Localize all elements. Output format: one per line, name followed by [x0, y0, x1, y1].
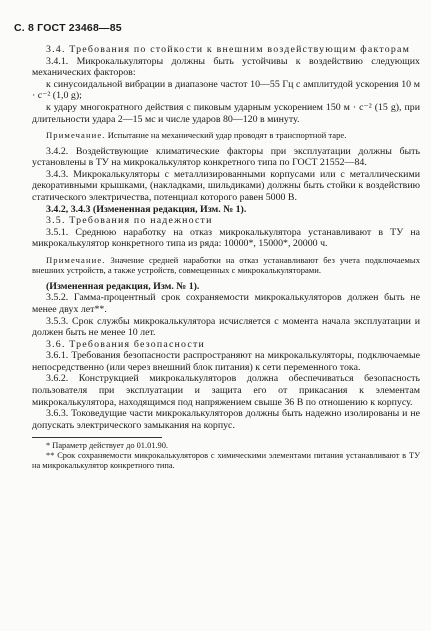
- para-3-4-2: 3.4.2. Воздействующие климатические факторы при эксплуатации должны быть установлены в ТУ на микрокалькулятор конкретного типа по ГОСТ 21552—84.: [32, 145, 420, 169]
- para-3-6-1: 3.6.1. Требования безопасности распространяют на микрокалькуляторы, подключаемые непосредственно (или через внешний блок питания) к сети переменного тока.: [32, 350, 420, 373]
- footnote-1: * Параметр действует до 01.01.90.: [46, 441, 169, 451]
- note-label: Примечание.: [46, 254, 106, 265]
- para-3-4-1-intro: 3.4.1. Микрокалькуляторы должны быть устойчивы к воздействию следующих механических факторов:: [32, 55, 420, 79]
- para-3-5-1: 3.5.1. Среднюю наработку на отказ микрокалькулятора устанавливают в ТУ на микрокалькулятор конкретного типа из ряда: 10000*, 15000*, 20000 ч.: [32, 226, 420, 250]
- note-text: Испытание на механический удар проводят в транспортной таре.: [105, 130, 347, 141]
- section-3-4-title: 3.4. Требования по стойкости к внешним воздействующим факторам: [46, 44, 411, 55]
- footnote-divider: [32, 437, 162, 438]
- page-header: С. 8 ГОСТ 23468—85: [14, 22, 122, 34]
- para-3-5-2: 3.5.2. Гамма-процентный срок сохраняемости микрокалькуляторов должен быть не менее двух лет**.: [32, 292, 420, 315]
- para-3-5-3: 3.5.3. Срок службы микрокалькулятора исчисляется с момента начала эксплуатации и должен быть не менее 10 лет.: [32, 315, 420, 339]
- page-content: [32, 44, 420, 471]
- note-text: Значение средней наработки на отказ устанавливают без учета подключаемых внешних устройств, а также устройств, совмещенных с микрокалькуляторами.: [32, 254, 420, 276]
- footnote-2: ** Срок сохраняемости микрокалькуляторов с химическими элементами питания устанавливают в ТУ на микрокалькулятор конкретного типа.: [32, 451, 420, 471]
- note-mechanical-shock: [32, 130, 420, 140]
- para-3-6-3: 3.6.3. Токоведущие части микрокалькуляторов должны быть надежно изолированы и не допускать электрического замыкания на корпус.: [32, 408, 420, 431]
- para-3-4-1-vibration: к синусоидальной вибрации в диапазоне частот 10—55 Гц с амплитудой ускорения 10 м · с⁻² (1,0 g);: [32, 78, 420, 102]
- para-3-4-3: 3.4.3. Микрокалькуляторы с металлизированными корпусами или с металлическими декоративными крышками, (накладками, шильдиками) должны быть стойки к воздействию статического электричества, потенциал которого равен 5000 В.: [32, 168, 420, 203]
- note-label: Примечание.: [46, 130, 106, 141]
- edit-note-2: (Измененная редакция, Изм. № 1).: [46, 280, 200, 292]
- edit-note-1: 3.4.2, 3.4.3 (Измененная редакция, Изм. № 1).: [46, 203, 247, 215]
- para-3-6-2: 3.6.2. Конструкцией микрокалькуляторов должна обеспечиваться безопасность пользователя при эксплуатации и защита его от прикасания к элементам микрокалькулятора, находящимся под напряжением свыше 36 В по отношению к корпусу.: [32, 373, 420, 408]
- note-mtbf: [32, 255, 420, 276]
- para-3-4-1-shock: к удару многократного действия с пиковым ударным ускорением 150 м · с⁻² (15 g), при длительности удара 2—15 мс и числе ударов 80—120 в минуту.: [32, 101, 420, 125]
- section-3-5-title: 3.5. Требования по надежности: [46, 215, 213, 227]
- section-3-6-title: 3.6. Требования безопасности: [46, 338, 205, 350]
